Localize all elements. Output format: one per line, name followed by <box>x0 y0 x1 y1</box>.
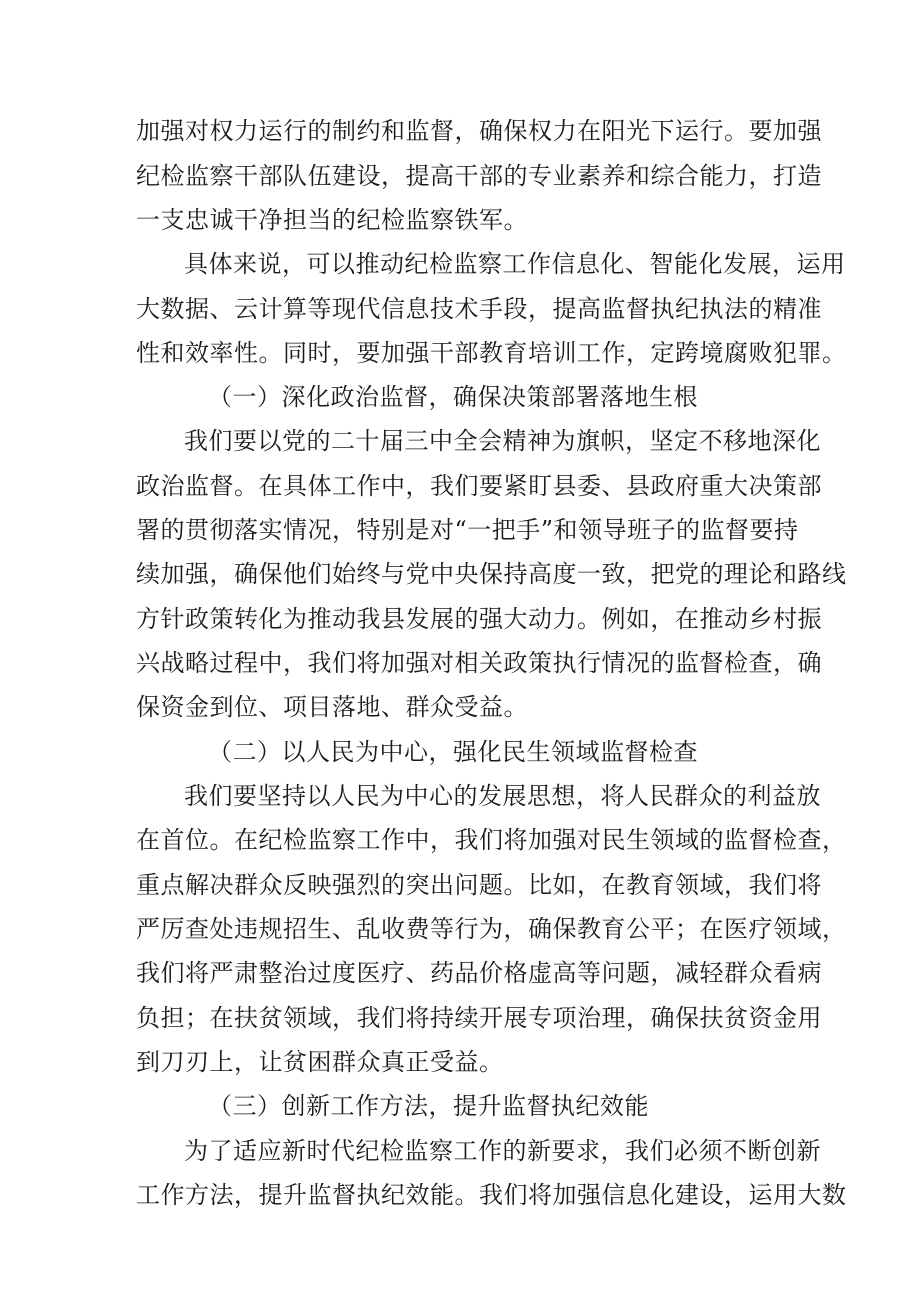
paragraph-line: 在首位。在纪检监察工作中，我们将加强对民生领域的监督检查， <box>136 826 847 854</box>
paragraph-line: 署的贯彻落实情况，特别是对“一把手”和领导班子的监督要持 <box>136 516 799 544</box>
paragraph-line: 保资金到位、项目落地、群众受益。 <box>136 693 528 721</box>
section-heading: （三）创新工作方法，提升监督执纪效能 <box>208 1092 649 1120</box>
section-heading: （一）深化政治监督，确保决策部署落地生根 <box>208 383 698 411</box>
paragraph-line: 我们要以党的二十届三中全会精神为旗帜，坚定不移地深化 <box>184 427 821 455</box>
paragraph-line: 兴战略过程中，我们将加强对相关政策执行情况的监督检查，确 <box>136 649 822 677</box>
paragraph-line: 续加强，确保他们始终与党中央保持高度一致，把党的理论和路线 <box>136 560 847 588</box>
paragraph-line: 我们将严肃整治过度医疗、药品价格虚高等问题，减轻群众看病 <box>136 959 822 987</box>
paragraph-line: 我们要坚持以人民为中心的发展思想，将人民群众的利益放 <box>184 782 821 810</box>
paragraph-line: 重点解决群众反映强烈的突出问题。比如，在教育领域，我们将 <box>136 871 822 899</box>
paragraph-line: 性和效率性。同时，要加强干部教育培训工作，定跨境腐败犯罪。 <box>136 339 847 367</box>
paragraph-line: 一支忠诚干净担当的纪检监察铁军。 <box>136 206 528 234</box>
section-heading: （二）以人民为中心，强化民生领域监督检查 <box>208 738 698 766</box>
paragraph-line: 到刀刃上，让贫困群众真正受益。 <box>136 1048 504 1076</box>
paragraph-line: 工作方法，提升监督执纪效能。我们将加强信息化建设，运用大数 <box>136 1181 847 1209</box>
paragraph-line: 大数据、云计算等现代信息技术手段，提高监督执纪执法的精准 <box>136 295 822 323</box>
paragraph-line: 政治监督。在具体工作中，我们要紧盯县委、县政府重大决策部 <box>136 472 822 500</box>
paragraph-line: 为了适应新时代纪检监察工作的新要求，我们必须不断创新 <box>184 1137 821 1165</box>
paragraph-line: 纪检监察干部队伍建设，提高干部的专业素养和综合能力，打造 <box>136 162 822 190</box>
paragraph-line: 具体来说，可以推动纪检监察工作信息化、智能化发展，运用 <box>184 250 846 278</box>
paragraph-line: 方针政策转化为推动我县发展的强大动力。例如，在推动乡村振 <box>136 605 822 633</box>
paragraph-line: 严厉查处违规招生、乱收费等行为，确保教育公平；在医疗领域， <box>136 915 847 943</box>
paragraph-line: 负担；在扶贫领域，我们将持续开展专项治理，确保扶贫资金用 <box>136 1004 822 1032</box>
paragraph-line: 加强对权力运行的制约和监督，确保权力在阳光下运行。要加强 <box>136 117 822 145</box>
